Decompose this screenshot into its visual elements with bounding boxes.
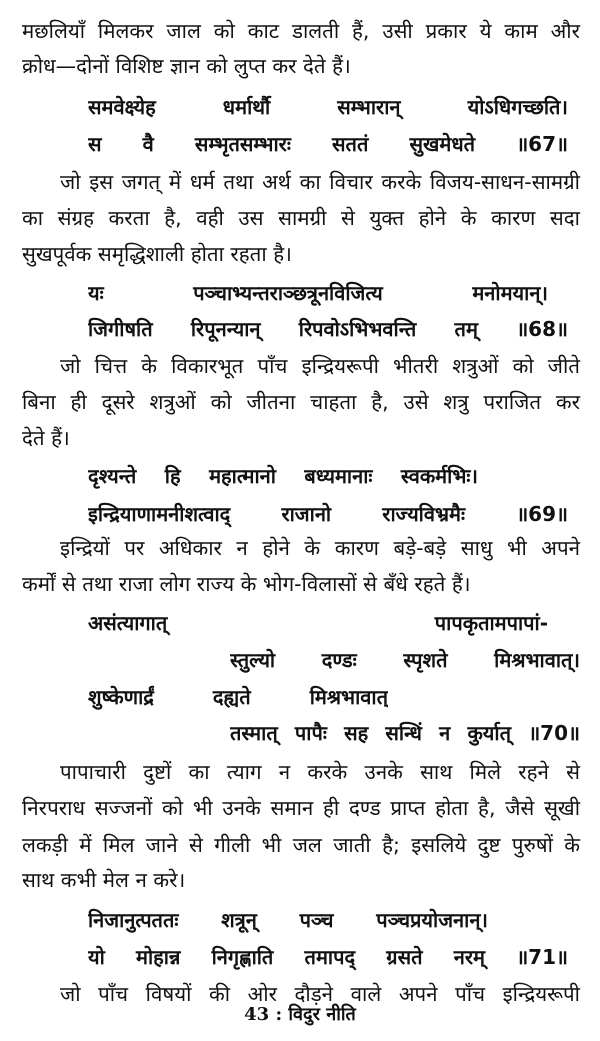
- prose-line: पापाचारी दुष्टों का त्याग न करके उनके साथ मिले रहने से: [60, 760, 580, 784]
- prose-line: देते हैं।: [22, 426, 70, 450]
- verse-line: असंत्यागात् पापकृतामपापां-: [88, 611, 548, 635]
- verse-line: यः पञ्चाभ्यन्तराञ्छत्रूनविजित्य मनोमयान्।: [88, 281, 548, 305]
- prose-line: साथ कभी मेल न करे।: [22, 868, 186, 892]
- verse-line: तस्मात् पापैः सह सन्धिं न कुर्यात् ॥70॥: [230, 721, 580, 745]
- verse-line: स वै सम्भृतसम्भारः सततं सुखमेधते ॥67॥: [88, 132, 568, 156]
- prose-line: मछलियाँ मिलकर जाल को काट डालती हैं, उसी प्रकार ये काम और: [22, 19, 580, 43]
- prose-line: कर्मों से तथा राजा लोग राज्य के भोग-विलासों से बँधे रहते हैं।: [22, 572, 471, 596]
- verse-line: इन्द्रियाणामनीशत्वाद् राजानो राज्यविभ्रमैः ॥69॥: [88, 502, 568, 526]
- prose-line: बिना ही दूसरे शत्रुओं को जीतना चाहता है, उसे शत्रु पराजित कर: [22, 390, 580, 414]
- verse-line: समवेक्ष्येह धर्मार्थौ सम्भारान् योऽधिगच्छति।: [88, 95, 568, 119]
- verse-line: दृश्यन्ते हि महात्मानो बध्यमानाः स्वकर्मभिः।: [88, 464, 478, 488]
- prose-line: जो चित्त के विकारभूत पाँच इन्द्रियरूपी भीतरी शत्रुओं को जीते: [60, 354, 580, 378]
- page-footer: 43 : विदुर नीति: [244, 1004, 356, 1025]
- prose-line: सुखपूर्वक समृद्धिशाली होता रहता है।: [22, 242, 292, 266]
- prose-line: लकड़ी में मिल जाने से गीली भी जल जाती है; इसलिये दुष्ट पुरुषों के: [22, 833, 580, 857]
- prose-line: जो पाँच विषयों की ओर दौड़ने वाले अपने पाँच इन्द्रियरूपी: [60, 982, 580, 1006]
- verse-line: जिगीषति रिपूनन्यान् रिपवोऽभिभवन्ति तम् ॥68॥: [88, 317, 568, 341]
- verse-line: स्तुल्यो दण्डः स्पृशते मिश्रभावात्।: [230, 648, 580, 672]
- prose-line: निरपराध सज्जनों को भी उनके समान ही दण्ड प्राप्त होता है, जैसे सूखी: [22, 796, 580, 820]
- prose-line: जो इस जगत् में धर्म तथा अर्थ का विचार करके विजय-साधन-सामग्री: [60, 170, 580, 194]
- prose-line: इन्द्रियों पर अधिकार न होने के कारण बड़े-बड़े साधु भी अपने: [60, 536, 580, 560]
- verse-line: यो मोहान्न निगृह्णाति तमापद् ग्रसते नरम् ॥71॥: [88, 945, 568, 969]
- prose-line: का संग्रह करता है, वही उस सामग्री से युक्त होने के कारण सदा: [22, 206, 580, 230]
- prose-line: क्रोध—दोनों विशिष्ट ज्ञान को लुप्त कर देते हैं।: [22, 54, 351, 78]
- verse-line: निजानुत्पततः शत्रून् पञ्च पञ्चप्रयोजनान्।: [88, 908, 488, 932]
- verse-line: शुष्केणार्द्रं दह्यते मिश्रभावात्: [88, 685, 388, 709]
